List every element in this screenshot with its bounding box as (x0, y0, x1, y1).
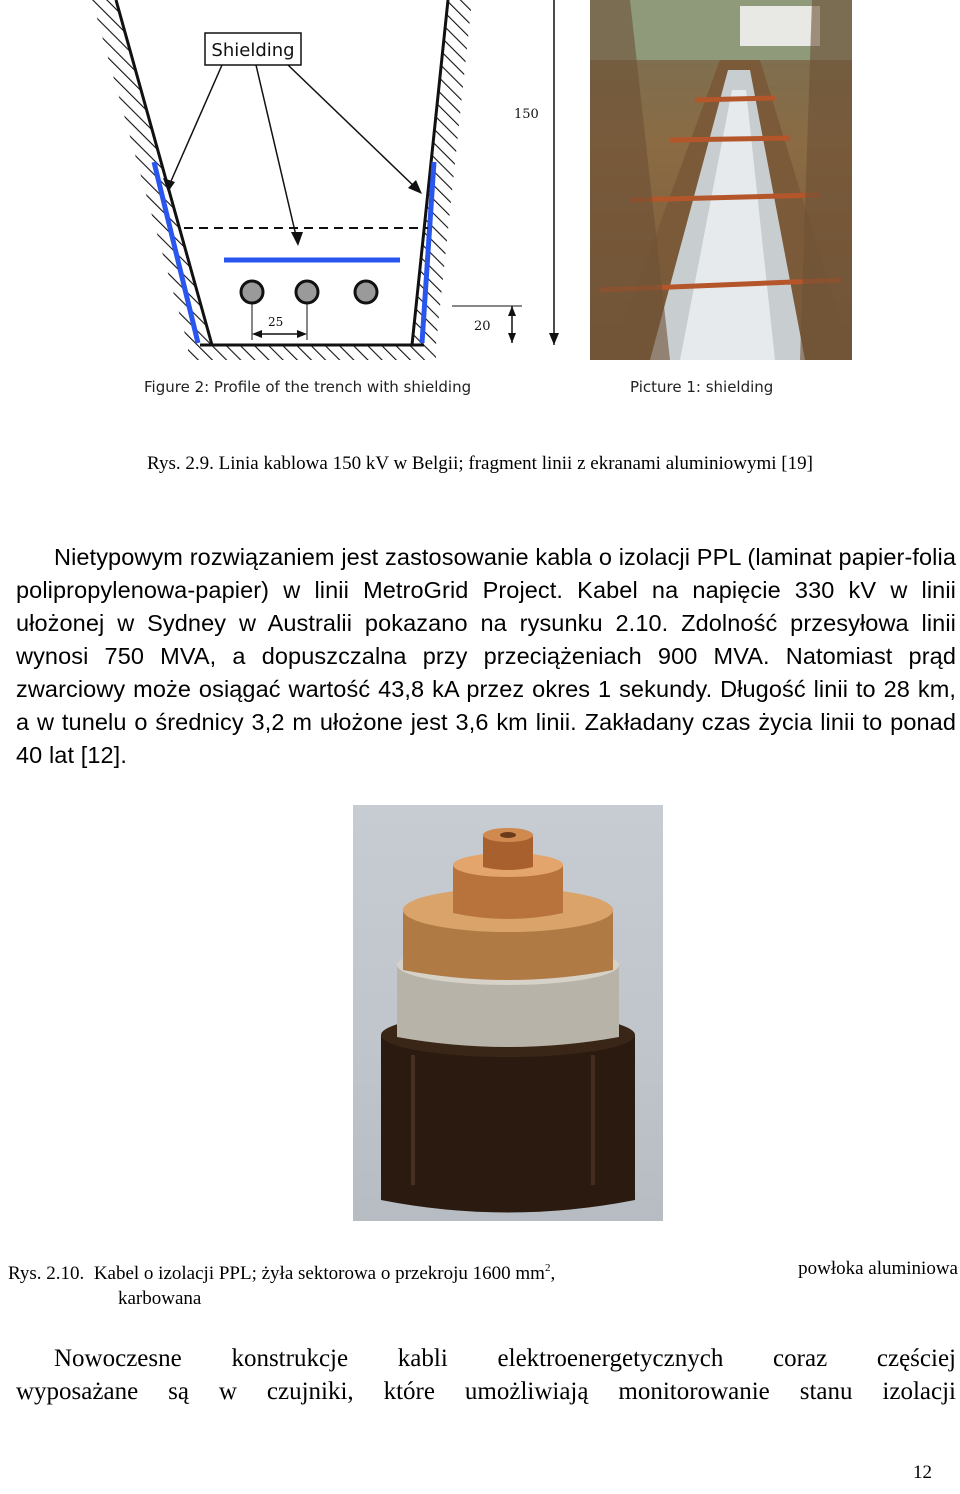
figure-2-10-caption-sheath: powłoka aluminiowa (798, 1258, 958, 1279)
shield-left (154, 162, 198, 343)
body-paragraph-2-line-1: Nowoczesne konstrukcje kabli elektroenergetycznych coraz częściej (54, 1345, 956, 1372)
body-paragraph-2 (16, 1342, 956, 1408)
page-number: 12 (913, 1462, 932, 1483)
ppl-cable-photo (353, 805, 663, 1221)
body-paragraph-2-line-2: wyposażane są w czujniki, które umożliwiają monitorowanie stanu izolacji (16, 1378, 956, 1405)
trench-profile-diagram (92, 0, 592, 410)
dim-25-label: 25 (268, 315, 284, 329)
cable-2 (296, 281, 318, 303)
figure-2-10-caption-line2: karbowana (118, 1288, 202, 1309)
figure-2-10-caption-sup: 2 (544, 1262, 551, 1274)
body-paragraph-1: Nietypowym rozwiązaniem jest zastosowanie kabla o izolacji PPL (laminat papier-folia polipropylenowa-papier) w linii MetroGrid Project. Kabel na napięcie 330 kV w linii ułożonej w Sydney w Australii pokazano na rysunku 2.10. Zdolność przesyłowa linii wynosi 750 MVA, a dopuszczalna przy przeciążeniach 900 MVA. Natomiast prąd zwarciowy może osiągać wartość 43,8 kA przez okres 1 sekundy. Długość linii to 28 km, a w tunelu o średnicy 3,2 m ułożone jest 3,6 km linii. Zakładany czas życia linii to ponad 40 lat [12]. (16, 544, 956, 768)
picture-1-caption: Picture 1: shielding (630, 378, 774, 396)
trench-wall-left (92, 0, 212, 345)
shielding-label: Shielding (211, 40, 295, 61)
dim-20-label: 20 (474, 319, 491, 334)
dim-150-label: 150 (514, 107, 539, 122)
cable-3 (355, 281, 377, 303)
figure-2-10-caption-comma: , (550, 1263, 556, 1284)
figure-2-10-caption-text: Kabel o izolacji PPL; żyła sektorowa o przekroju 1600 mm (93, 1263, 545, 1284)
figure-2-9-caption: Rys. 2.9. Linia kablowa 150 kV w Belgii; fragment linii z ekranami aluminiowymi [19] (147, 453, 813, 474)
figure-2-10-caption-prefix: Rys. 2.10. (8, 1263, 85, 1284)
figure-2-caption: Figure 2: Profile of the trench with shielding (144, 378, 472, 396)
cable-1 (241, 281, 263, 303)
trench-bottom (188, 345, 436, 360)
figure-2-10-caption (8, 1256, 958, 1311)
trench-shielding-photo (590, 0, 852, 360)
